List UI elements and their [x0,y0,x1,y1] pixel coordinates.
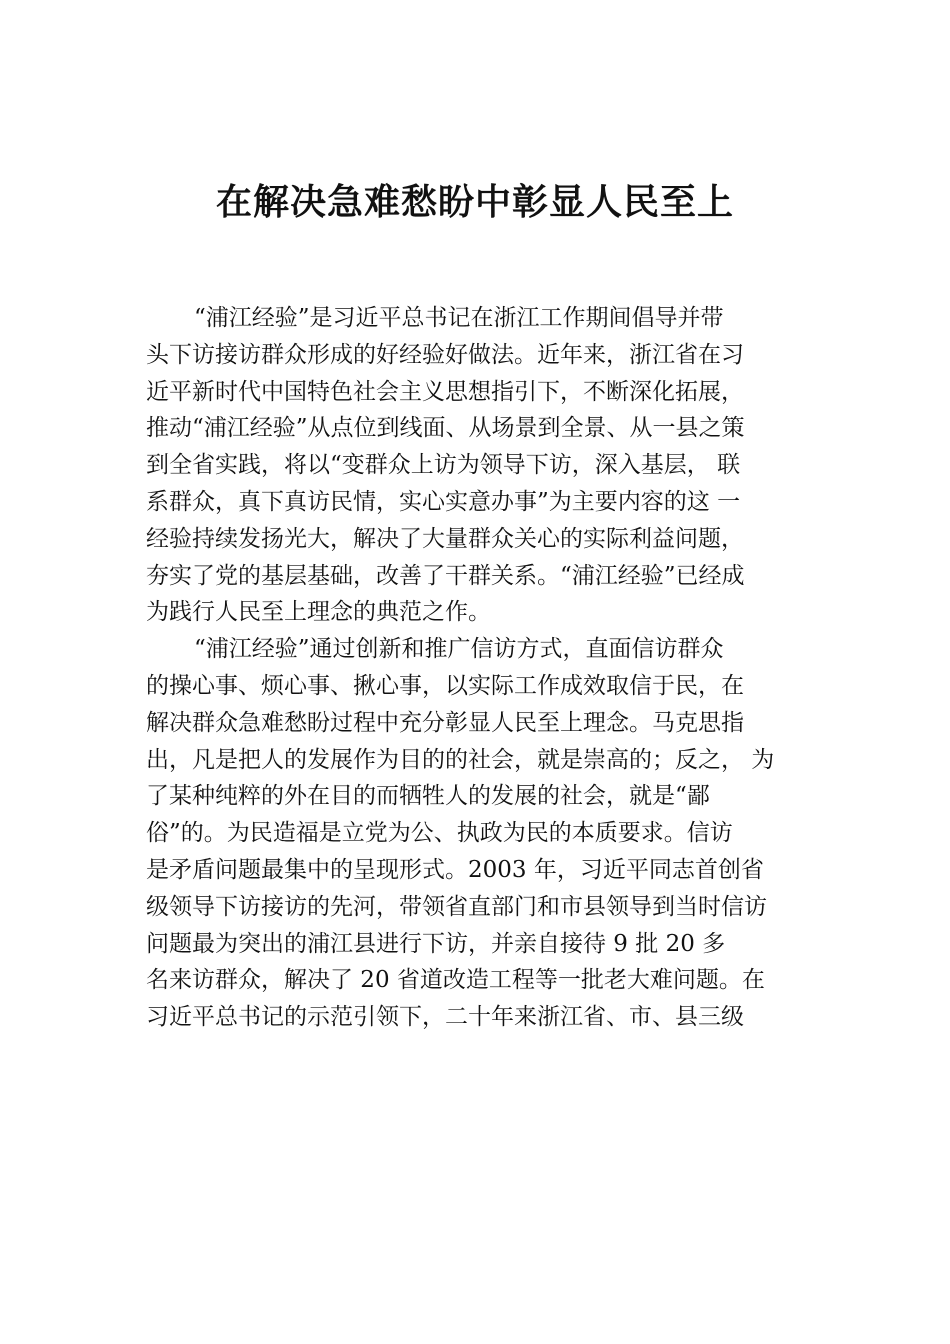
paragraph-line: 习近平总书记的示范引领下，二十年来浙江省、市、县三级 [146,1004,744,1031]
paragraph-line: 问题最为突出的浦江县进行下访，并亲自接待 9 批 20 多 [146,930,726,957]
paragraph-line: 夯实了党的基层基础，改善了干群关系。“浦江经验”已经成 [146,562,745,589]
paragraph-line: 级领导下访接访的先河，带领省直部门和市县领导到当时信访 [146,893,767,920]
paragraph-line: 俗”的。为民造福是立党为公、执政为民的本质要求。信访 [146,820,733,847]
document-title: 在解决急难愁盼中彰显人民至上 [215,181,734,223]
paragraph-1 [146,300,846,631]
paragraph-line: 了某种纯粹的外在目的而牺牲人的发展的社会，就是“鄙 [146,783,710,810]
paragraph-line: “浦江经验”是习近平总书记在浙江工作期间倡导并带 [194,305,724,331]
paragraph-line: 头下访接访群众形成的好经验好做法。近年来，浙江省在习 [146,341,744,368]
paragraph-line: 推动“浦江经验”从点位到线面、从场景到全景、从一县之策 [146,415,745,442]
document-body [146,300,846,1036]
paragraph-line: 近平新时代中国特色社会主义思想指引下，不断深化拓展， [146,378,744,405]
paragraph-line: 名来访群众，解决了 20 省道改造工程等一批老大难问题。在 [146,967,765,994]
paragraph-line: 的操心事、烦心事、揪心事，以实际工作成效取信于民，在 [146,672,744,699]
paragraph-line: 系群众，真下真访民情，实心实意办事”为主要内容的这 一 [146,488,741,515]
paragraph-2 [146,631,846,1036]
paragraph-line: “浦江经验”通过创新和推广信访方式，直面信访群众 [194,636,724,663]
paragraph-line: 为践行人民至上理念的典范之作。 [146,599,491,626]
paragraph-line: 到全省实践，将以“变群众上访为领导下访，深入基层， 联 [146,452,741,479]
paragraph-line: 出，凡是把人的发展作为目的的社会，就是崇高的；反之， 为 [146,746,775,773]
paragraph-line: 是矛盾问题最集中的呈现形式。2003 年，习近平同志首创省 [146,856,764,883]
paragraph-line: 经验持续发扬光大，解决了大量群众关心的实际利益问题， [146,525,744,552]
paragraph-line: 解决群众急难愁盼过程中充分彰显人民至上理念。马克思指 [146,709,744,736]
